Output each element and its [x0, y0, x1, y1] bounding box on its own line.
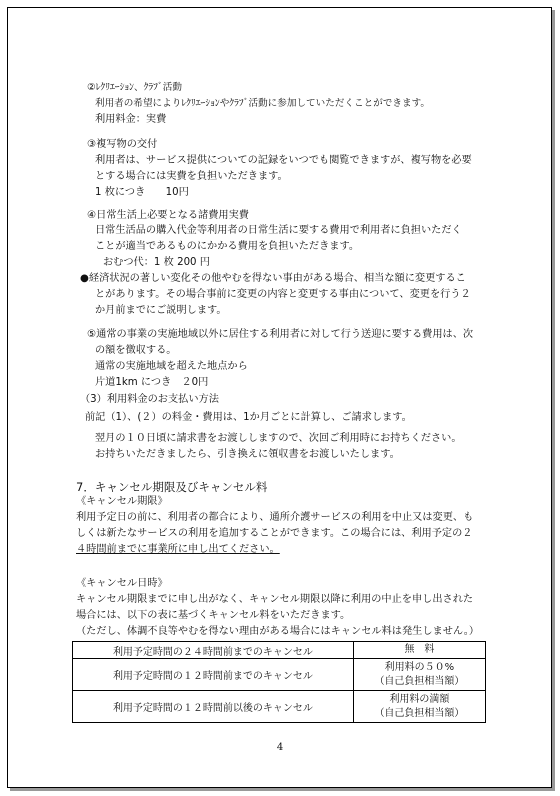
- cancel-fee-line-2: （自己負担相当額）: [374, 675, 465, 687]
- cancel-timing-cell: 利用予定時間の１２時間前以後のキャンセル: [73, 691, 354, 723]
- cancel-fee-line-2: （自己負担相当額）: [374, 707, 465, 719]
- payment-text-2: 翌月の１０日頃に請求書をお渡ししますので、次回ご利用時にお持ちください。: [95, 433, 462, 444]
- page-number: 4: [276, 742, 284, 753]
- table-row: [73, 659, 486, 691]
- cancel-deadline-text-2: しくは新たなサービスの利用を追加することができます。この場合には、利用予定の２: [76, 528, 473, 539]
- cancel-fee-cell: [353, 659, 485, 691]
- transport-text-1: ⑤通常の事業の実施地域以外に居住する利用者に対して行う送迎に要する費用は、次: [87, 329, 474, 340]
- cancel-fee-table: [72, 641, 486, 723]
- cancel-fee-cell: [353, 642, 485, 659]
- cancel-deadline-label: 《キャンセル期限》: [76, 496, 168, 507]
- daily-heading: ④日常生活上必要となる諸費用実費: [87, 210, 249, 221]
- cancel-date-text-1: キャンセル期限までに申し出がなく、キャンセル期限以降に利用の中止を申し出された: [76, 594, 474, 605]
- cancel-fee-line-1: 利用料の満額: [389, 693, 450, 705]
- economic-text-1: ●経済状況の著しい変化その他やむを得ない事由がある場合、相当な額に変更するこ: [80, 273, 466, 284]
- cancel-date-label: 《キャンセル日時》: [76, 578, 168, 589]
- cancel-date-text-3: （ただし、体調不良等やむを得ない理由がある場合にはキャンセル料は発生しません。）: [76, 626, 480, 637]
- payment-text-1: 前記（1）、(２）の料金・費用は、1か月ごとに計算し、ご請求します。: [85, 412, 412, 423]
- transport-text-2: の額を徴収する。: [95, 345, 177, 356]
- copy-fee: 1 枚につき 10円: [95, 187, 189, 198]
- copy-text-2: とする場合には実費を負担いただきます。: [95, 171, 288, 182]
- cancel-timing-cell: 利用予定時間の２４時間前までのキャンセル: [73, 642, 354, 659]
- recreation-text: 利用者の希望によりﾚｸﾘｴｰｼｮﾝやｸﾗﾌﾞ活動に参加していただくことができます。: [95, 98, 431, 109]
- cancel-deadline-text-1: 利用予定日の前に、利用者の都合により、通所介護サービスの利用を中止又は変更、も: [76, 512, 474, 523]
- transport-text-3: 通常の実施地域を超えた地点から: [95, 361, 248, 372]
- cancel-fee-line-1: 利用料の５０%: [384, 661, 455, 673]
- cancel-fee-line-1: 無 料: [404, 644, 435, 655]
- cancel-date-text-2: 場合には、以下の表に基づくキャンセル料をいただきます。: [76, 610, 351, 621]
- payment-text-3: お持ちいただきましたら、引き換えに領収書をお渡しいたします。: [95, 449, 400, 460]
- copy-text-1: 利用者は、サービス提供についての記録をいつでも閲覧できますが、複写物を必要: [95, 155, 472, 166]
- recreation-heading: ②ﾚｸﾘｴｰｼｮﾝ、ｸﾗﾌﾞ活動: [87, 82, 182, 93]
- table-row: [73, 691, 486, 723]
- copy-heading: ③複写物の交付: [87, 139, 158, 150]
- payment-heading: （3）利用料金のお支払い方法: [80, 394, 219, 405]
- table-row: [73, 642, 486, 659]
- cancel-deadline-text-3: ４時間前までに事業所に申し出てください。: [76, 544, 280, 555]
- economic-text-3: か月前までにご説明します。: [95, 305, 227, 316]
- economic-text-2: とがあります。その場合事前に変更の内容と変更する事由について、変更を行う２: [95, 289, 471, 300]
- recreation-fee: 利用料金：実費: [95, 114, 167, 125]
- cancel-fee-cell: [353, 691, 485, 723]
- daily-text-1: 日常生活品の購入代金等利用者の日常生活に要する費用で利用者に負担いただく: [95, 225, 462, 236]
- daily-text-2: ことが適当であるものにかかる費用を負担いただきます。: [95, 241, 360, 252]
- transport-text-4: 片道1km につき ２0円: [95, 377, 209, 388]
- cancel-timing-cell: 利用予定時間の１２時間前までのキャンセル: [73, 659, 354, 691]
- daily-fee: おむつ代：1 枚 200 円: [103, 257, 210, 268]
- cancel-section-heading: 7．キャンセル期限及びキャンセル料: [76, 480, 268, 494]
